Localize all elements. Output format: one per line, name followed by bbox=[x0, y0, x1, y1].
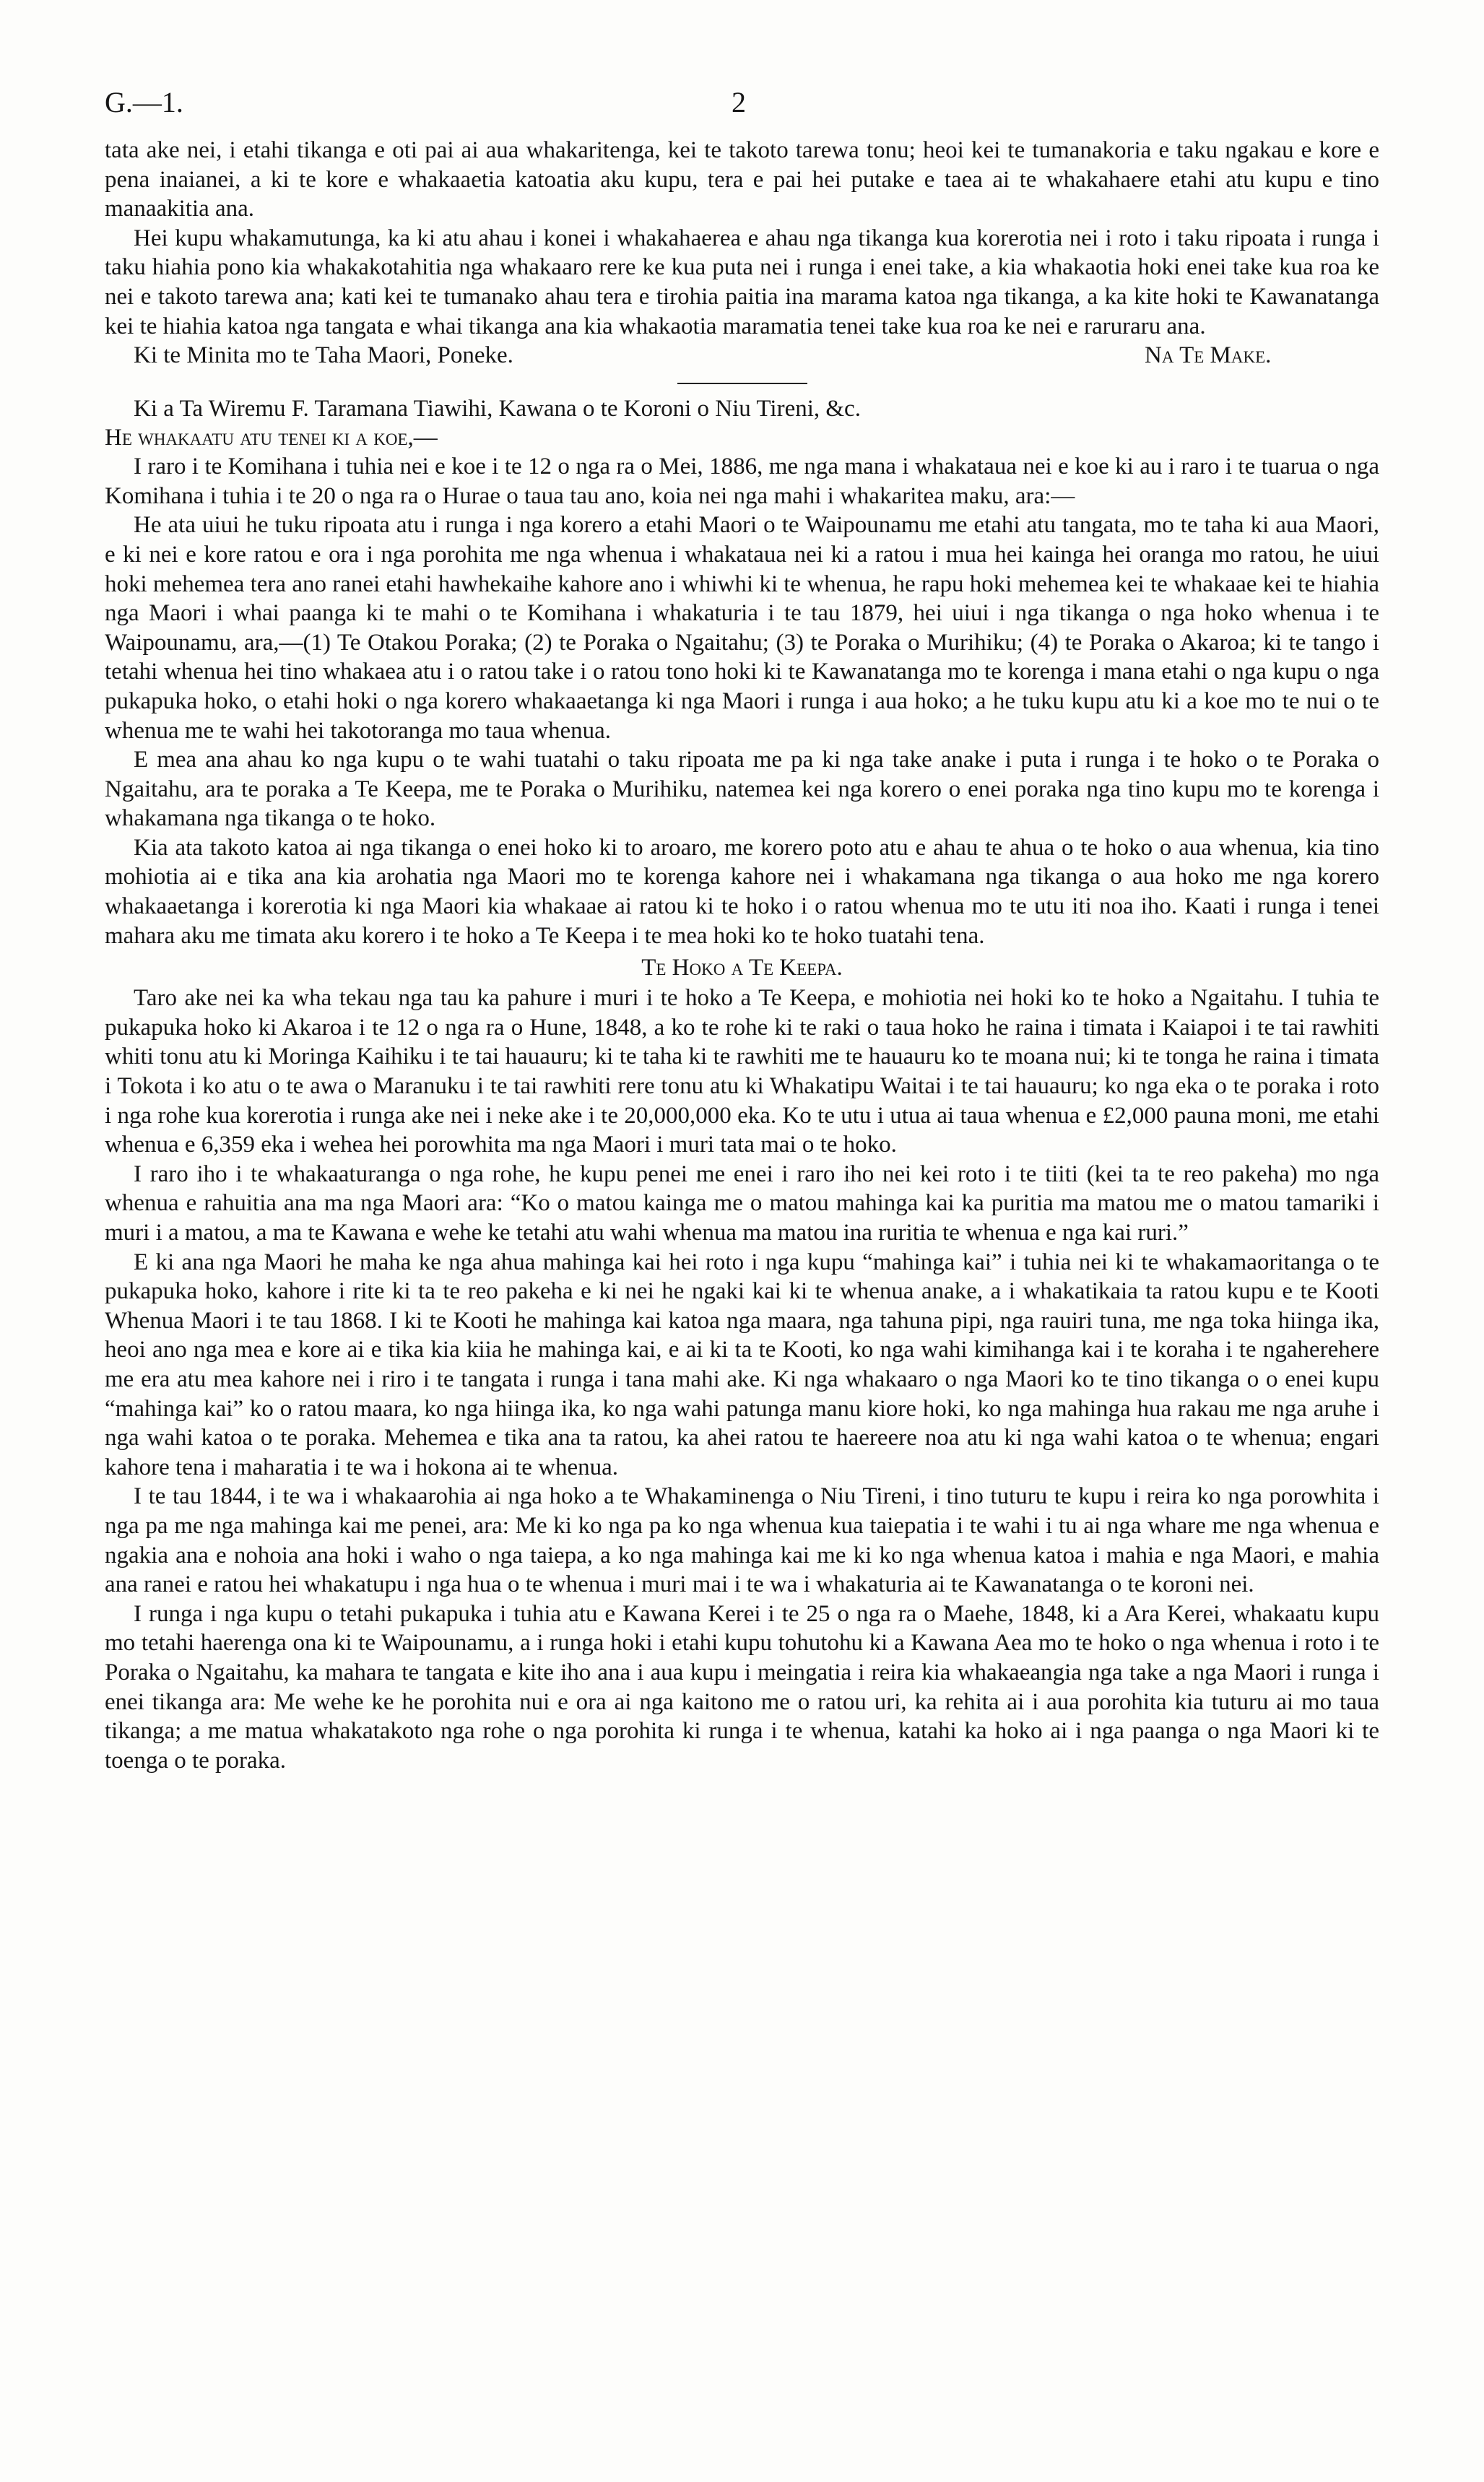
paragraph-closing: Hei kupu whakamutunga, ka ki atu ahau i konei i whakahaerea e ahau nga tikanga kua korerotia nei i roto i taku ripoata i runga i taku hiahia pono kia whakakotahitia nga whakaaro rere ke kua puta nei i runga i enei take, a kia whakaotia hoki enei take kua roa ke nei e takoto tarewa ana; kati kei te tumanako ahau tera e tirohia paitia ina marama katoa nga tikanga, a ka kite hoki te Kawanatanga kei te hiahia katoa nga tangata e whai tikanga ana kia whakaotia maramatia tenei take kua roa ke nei e raruraru ana. bbox=[105, 225, 1379, 339]
page-number: 2 bbox=[732, 86, 746, 118]
section-paragraph: Taro ake nei ka wha tekau nga tau ka pahure i muri i te hoko a Te Keepa, e mohiotia nei hoki ko te hoko a Ngaitahu. I tuhia te pukapuka hoko ki Akaroa i te 12 o nga ra o Hune, 1848, a ko te rohe ki te raki o taua hoko he raina i timata i Kaiapoi i te tai rawhiti whiti tonu atu ki Moringa Kaihiku i te tai hauauru; ki te taha ki te rawhiti me te hauauru ko te moana nui; ki te tonga he raina i timata i Tokota i ko atu o te awa o Maranuku i te tai rawhiti rere tonu atu ki Whakatipu Waitai i te tai hauauru; ko nga eka o te poraka i roto i nga rohe kua korerotia i runga ake nei i neke ake i te 20,000,000 eka. Ko te utu i utua ai taua whenua e £2,000 pauna moni, me etahi whenua e 6,359 eka i wehea hei porowhita ma nga Maori i muri tata mai o te hoko. bbox=[105, 985, 1379, 1158]
letter-paragraph: He ata uiui he tuku ripoata atu i runga i nga korero a etahi Maori o te Waipounamu me etahi atu tangata, mo te taha ki aua Maori, e ki nei e kore ratou e ora i nga porohita me nga whenua i whakataua nei ki a ratou i mua hei kainga hei oranga mo ratou, he uiui hoki mehemea tera ano ranei etahi hawhekaihe kahore ano i whiwhi ki te whenua, he rapu hoki mehemea kei te whakaae kei te hiahia nga Maori i whai paanga ki te mahi o te Komihana i whakaturia i te tau 1879, hei uiui i nga tikanga o nga hoko whenua i te Waipounamu, ara,—(1) Te Otakou Poraka; (2) te Poraka o Ngaitahu; (3) te Poraka o Murihiku; (4) te Poraka o Akaroa; ki te tango i tetahi whenua hei tino whakaea atu i o ratou take i o ratou tono hoki ki te Kawanatanga mo te korenga i mana etahi o nga kupu o nga pukapuka hoko, o etahi hoki o nga korero whakaaetanga ki nga Maori i runga i aua hoko; a he tuku kupu atu ki a koe mo te nui o te whenua me te wahi hei takotoranga mo taua whenua. bbox=[105, 512, 1379, 744]
letter-paragraph: Kia ata takoto katoa ai nga tikanga o enei hoko ki to aroaro, me korero poto atu e ahau te ahua o te hoko o aua whenua, kia tino mohiotia ai e tika ana kia arohatia nga Maori mo te korenga kahore nei i whakamana nga tikanga o aua hoko me nga korero whakaaetanga i korerotia ki nga Maori kia whakaae ai ratou ki te hoko i o ratou whenua mo te utu iti noa iho. Kaati i runga i tenei mahara aku me timata aku korero i te hoko a Te Keepa i te mea hoki ko te hoko tuatahi tena. bbox=[105, 834, 1379, 949]
section-paragraph: I te tau 1844, i te wa i whakaarohia ai nga hoko a te Whakaminenga o Niu Tireni, i tino tuturu te kupu i reira ko nga porowhita i nga pa me nga mahinga kai me penei, ara: Me ki ko nga pa ko nga whenua kua taiepatia i te wahi i tu ai nga whare me nga whenua e ngakia ana e nohoia ana hoki i waho o nga taiepa, a ko nga mahinga kai me ki ko nga whenua katoa i mahia e nga Maori, e mahia ana ranei e ratou hei whakatupu i nga hua o te whenua i muri mai i te wa i whakaturia ai te Kawanatanga o te koroni nei. bbox=[105, 1483, 1379, 1598]
section-divider bbox=[677, 383, 807, 384]
document-page bbox=[105, 85, 1379, 1775]
signoff-signature: Na Te Make. bbox=[1145, 342, 1272, 369]
letter-paragraph: E mea ana ahau ko nga kupu o te wahi tuatahi o taku ripoata me pa ki nga take anake i puta i runga i te hoko o te Poraka o Ngaitahu, ara te poraka a Te Keepa, me te Poraka o Murihiku, natemea kei nga korero o enei poraka nga tino kupu mo te korenga i whakamana nga tikanga o te hoko. bbox=[105, 747, 1379, 832]
letter-salutation: He whakaatu atu tenei ki a koe,— bbox=[105, 425, 438, 451]
section-paragraph: I runga i nga kupu o tetahi pukapuka i tuhia atu e Kawana Kerei i te 25 o nga ra o Maehe, 1848, ki a Ara Kerei, whakaatu kupu mo tetahi haerenga ona ki te Waipounamu, a i runga hoki i etahi kupu tohutohu ki a Kawana Aea mo te hoko o nga whenua i roto i te Poraka o Ngaitahu, ka mahara te tangata e kite iho ana i aua kupu i meingatia i reira kia whakaeangia nga take a nga Maori i runga i enei tikanga ara: Me wehe ke he porohita nui e ora ai nga kaitono me o ratou uri, ka rehita ai i aua porohita kia tuturu ai mo taua tikanga; a me matua whakatakoto nga rohe o nga porohita ki runga i te whenua, katahi ka hoko ai i nga paanga o nga Maori ki te toenga o te poraka. bbox=[105, 1600, 1379, 1774]
section-paragraph: E ki ana nga Maori he maha ke nga ahua mahinga kai hei roto i nga kupu “mahinga kai” i tuhia nei ki te whakamaoritanga o te pukapuka hoko, kahore i rite ki ta te reo pakeha e ki nei he ngaki kai ki te whenua anake, a i whakatikaia ta ratou kupu e te Kooti Whenua Maori i te tau 1868. I ki te Kooti he mahinga kai katoa nga maara, nga tahuna pipi, nga rauiri tuna, me nga toka hiinga ika, heoi ano nga mea e kore ai e tika kia kiia he mahinga kai, e ai ki ta te Kooti, ko nga wahi kimihanga kai i te koraha i te ngaherehere me era atu mea kahore nei i riro i te tangata i runga i tana mahi ake. Ki nga whakaaro o nga Maori ko te tino tikanga o o enei kupu “mahinga kai” ko o ratou maara, ko nga hiinga ika, ko nga wahi patunga manu kiore hoki, ko nga mahinga hua rakau me nga aruhe i nga wahi katoa o te poraka. Mehemea e tika ana ta ratou, ka ahei ratou te haereere noa atu ki nga wahi katoa o te whenua; engari kahore tena i maharatia i te wa i hokona ai te whenua. bbox=[105, 1249, 1379, 1480]
letter-paragraph: I raro i te Komihana i tuhia nei e koe i te 12 o nga ra o Mei, 1886, me nga mana i whakataua nei e koe ki au i raro i te tuarua o nga Komihana i tuhia i te 20 o nga ra o Hurae o taua tau ano, koia nei nga mahi i whakaritea maku, ara:— bbox=[105, 454, 1379, 509]
letter-address: Ki a Ta Wiremu F. Taramana Tiawihi, Kawana o te Koroni o Niu Tireni, &c. bbox=[134, 396, 861, 422]
section-paragraph: I raro iho i te whakaaturanga o nga rohe, he kupu penei me enei i raro iho nei kei roto i te tiiti (kei ta te reo pakeha) mo nga whenua e rahuitia ana ma nga Maori ara: “Ko o matou kainga me o matou mahinga kai ka puritia ma matou me o matou tamariki i muri i a matou, a ma te Kawana e wehe ke tetahi atu wahi whenua ma matou ina ruritia te whenua e nga kai ruri.” bbox=[105, 1160, 1379, 1246]
signoff-line bbox=[105, 341, 1379, 371]
section-heading: Te Hoko a Te Keepa. bbox=[641, 955, 843, 981]
running-header bbox=[105, 85, 1379, 136]
signoff-addressee: Ki te Minita mo te Taha Maori, Poneke. bbox=[134, 342, 513, 369]
paragraph-continuation: tata ake nei, i etahi tikanga e oti pai ai aua whakaritenga, kei te takoto tarewa tonu; heoi kei te tumanakoria e taku ngakau e kore e pena inaianei, a ki te kore e whakaaetia katoatia aku kupu, tera e pai hei putake e taea ai te whakahaere etahi atu kupu e tino manaakitia ana. bbox=[105, 137, 1379, 222]
section-code: G.—1. bbox=[105, 86, 183, 118]
